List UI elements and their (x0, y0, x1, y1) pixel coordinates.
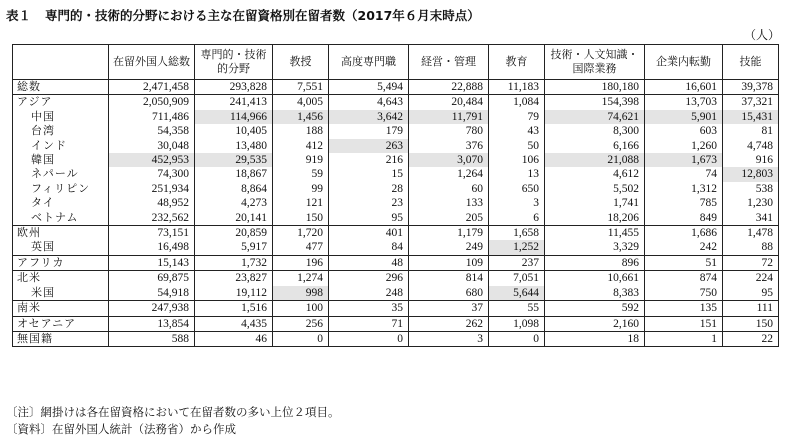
column-header: 経営・管理 (409, 45, 489, 80)
table-cell: 23 (329, 196, 409, 210)
row-label: 欧州 (13, 226, 109, 241)
table-cell: 1,732 (195, 255, 273, 270)
table-cell: 588 (109, 331, 195, 346)
table-cell: 13 (489, 167, 545, 181)
table-cell: 18,867 (195, 167, 273, 181)
table-cell: 1,260 (645, 139, 723, 153)
table-cell: 5,901 (645, 110, 723, 124)
table-cell: 2,050,909 (109, 95, 195, 110)
table-cell: 376 (409, 139, 489, 153)
table-cell: 2,471,458 (109, 80, 195, 95)
table-cell: 74,621 (545, 110, 645, 124)
table-cell: 1,686 (645, 226, 723, 241)
table-cell: 8,864 (195, 182, 273, 196)
table-cell: 12,803 (723, 167, 779, 181)
table-row (13, 182, 779, 196)
table-cell: 711,486 (109, 110, 195, 124)
table-cell: 18,206 (545, 211, 645, 226)
table-cell: 72 (723, 255, 779, 270)
table-cell: 412 (273, 139, 329, 153)
table-cell: 18 (545, 331, 645, 346)
row-label: ベトナム (13, 211, 109, 226)
table-cell: 150 (273, 211, 329, 226)
table-cell: 95 (723, 286, 779, 301)
table-cell: 3,329 (545, 240, 645, 255)
table-cell: 224 (723, 271, 779, 286)
table-cell: 3 (409, 331, 489, 346)
table-cell: 874 (645, 271, 723, 286)
header-region (13, 45, 109, 80)
table-cell: 7,051 (489, 271, 545, 286)
table-cell: 814 (409, 271, 489, 286)
table-row (13, 211, 779, 226)
table-row (13, 316, 779, 331)
table-cell: 19,112 (195, 286, 273, 301)
table-cell: 20,484 (409, 95, 489, 110)
table-cell: 20,859 (195, 226, 273, 241)
table-row (13, 110, 779, 124)
table-cell: 5,502 (545, 182, 645, 196)
table-cell: 59 (273, 167, 329, 181)
table-cell: 135 (645, 301, 723, 316)
table-row (13, 80, 779, 95)
table-cell: 37 (409, 301, 489, 316)
table-cell: 79 (489, 110, 545, 124)
table-cell: 179 (329, 124, 409, 138)
table-row (13, 255, 779, 270)
table-cell: 154,398 (545, 95, 645, 110)
table-cell: 111 (723, 301, 779, 316)
table-cell: 16,498 (109, 240, 195, 255)
table-cell: 74 (645, 167, 723, 181)
table-cell: 919 (273, 153, 329, 167)
table-cell: 998 (273, 286, 329, 301)
table-cell: 81 (723, 124, 779, 138)
table-cell: 592 (545, 301, 645, 316)
table-cell: 401 (329, 226, 409, 241)
table-cell: 6,166 (545, 139, 645, 153)
table-cell: 1,084 (489, 95, 545, 110)
row-label: オセアニア (13, 316, 109, 331)
row-label: アジア (13, 95, 109, 110)
table-cell: 538 (723, 182, 779, 196)
table-cell: 680 (409, 286, 489, 301)
table-cell: 151 (645, 316, 723, 331)
table-cell: 5,494 (329, 80, 409, 95)
table-cell: 30,048 (109, 139, 195, 153)
table-cell: 241,413 (195, 95, 273, 110)
column-header: 教授 (273, 45, 329, 80)
column-header: 企業内転勤 (645, 45, 723, 80)
table-cell: 1,098 (489, 316, 545, 331)
column-header: 技術・人文知識・国際業務 (545, 45, 645, 80)
table-cell: 4,005 (273, 95, 329, 110)
column-header: 教育 (489, 45, 545, 80)
table-cell: 3,642 (329, 110, 409, 124)
table-cell: 23,827 (195, 271, 273, 286)
table-cell: 15,143 (109, 255, 195, 270)
table-cell: 603 (645, 124, 723, 138)
row-label: 無国籍 (13, 331, 109, 346)
table-cell: 71 (329, 316, 409, 331)
table-row (13, 240, 779, 255)
table-cell: 1,264 (409, 167, 489, 181)
table-cell: 251,934 (109, 182, 195, 196)
table-cell: 249 (409, 240, 489, 255)
table-cell: 4,643 (329, 95, 409, 110)
table-cell: 13,854 (109, 316, 195, 331)
table-cell: 1 (645, 331, 723, 346)
table-row (13, 139, 779, 153)
table-row (13, 286, 779, 301)
table-cell: 48,952 (109, 196, 195, 210)
table-row (13, 153, 779, 167)
row-label: 英国 (13, 240, 109, 255)
table-cell: 1,720 (273, 226, 329, 241)
table-cell: 10,405 (195, 124, 273, 138)
table-cell: 0 (329, 331, 409, 346)
note-shading: 〔注〕網掛けは各在留資格において在留者数の多い上位２項目。 (6, 405, 340, 419)
table-row (13, 226, 779, 241)
row-label: タイ (13, 196, 109, 210)
table-cell: 256 (273, 316, 329, 331)
table-cell: 95 (329, 211, 409, 226)
table-cell: 46 (195, 331, 273, 346)
footnotes (6, 404, 340, 438)
row-label: 米国 (13, 286, 109, 301)
table-cell: 84 (329, 240, 409, 255)
table-cell: 55 (489, 301, 545, 316)
table-cell: 54,918 (109, 286, 195, 301)
table-cell: 232,562 (109, 211, 195, 226)
table-cell: 1,179 (409, 226, 489, 241)
table-cell: 22,888 (409, 80, 489, 95)
table-cell: 99 (273, 182, 329, 196)
table-cell: 51 (645, 255, 723, 270)
table-cell: 15,431 (723, 110, 779, 124)
table-cell: 60 (409, 182, 489, 196)
table-cell: 242 (645, 240, 723, 255)
table-cell: 0 (273, 331, 329, 346)
table-cell: 28 (329, 182, 409, 196)
column-header: 在留外国人総数 (109, 45, 195, 80)
table-cell: 22 (723, 331, 779, 346)
table-cell: 650 (489, 182, 545, 196)
table-cell: 4,435 (195, 316, 273, 331)
table-cell: 133 (409, 196, 489, 210)
table-cell: 237 (489, 255, 545, 270)
table-number: 表１ (6, 8, 32, 23)
table-cell: 106 (489, 153, 545, 167)
table-cell: 74,300 (109, 167, 195, 181)
table-cell: 48 (329, 255, 409, 270)
table-cell: 69,875 (109, 271, 195, 286)
table-cell: 13,480 (195, 139, 273, 153)
table-cell: 180,180 (545, 80, 645, 95)
table-cell: 1,312 (645, 182, 723, 196)
table-cell: 196 (273, 255, 329, 270)
table-cell: 29,535 (195, 153, 273, 167)
table-cell: 37,321 (723, 95, 779, 110)
table-cell: 452,953 (109, 153, 195, 167)
table-cell: 7,551 (273, 80, 329, 95)
table-cell: 43 (489, 124, 545, 138)
column-header: 高度専門職 (329, 45, 409, 80)
row-label: 韓国 (13, 153, 109, 167)
table-cell: 3,070 (409, 153, 489, 167)
table-row (13, 95, 779, 110)
column-header: 技能 (723, 45, 779, 80)
table-cell: 3 (489, 196, 545, 210)
table-cell: 1,741 (545, 196, 645, 210)
table-cell: 0 (489, 331, 545, 346)
row-label: 中国 (13, 110, 109, 124)
table-cell: 341 (723, 211, 779, 226)
unit-label: （人） (743, 28, 780, 42)
row-label: 北米 (13, 271, 109, 286)
table-cell: 750 (645, 286, 723, 301)
row-label: フィリピン (13, 182, 109, 196)
table-cell: 1,274 (273, 271, 329, 286)
table-row (13, 167, 779, 181)
table-cell: 10,661 (545, 271, 645, 286)
table-row (13, 124, 779, 138)
table-cell: 16,601 (645, 80, 723, 95)
table-cell: 1,478 (723, 226, 779, 241)
row-label: インド (13, 139, 109, 153)
table-cell: 1,673 (645, 153, 723, 167)
table-title (6, 6, 480, 24)
table-cell: 2,160 (545, 316, 645, 331)
table-cell: 8,300 (545, 124, 645, 138)
row-label: 台湾 (13, 124, 109, 138)
table-cell: 5,917 (195, 240, 273, 255)
table-cell: 6 (489, 211, 545, 226)
table-cell: 262 (409, 316, 489, 331)
table-cell: 896 (545, 255, 645, 270)
table-cell: 785 (645, 196, 723, 210)
table-row (13, 196, 779, 210)
row-label: ネパール (13, 167, 109, 181)
table-cell: 477 (273, 240, 329, 255)
table-cell: 39,378 (723, 80, 779, 95)
table-cell: 5,644 (489, 286, 545, 301)
residents-table (12, 44, 779, 347)
table-cell: 50 (489, 139, 545, 153)
table-cell: 1,252 (489, 240, 545, 255)
table-cell: 296 (329, 271, 409, 286)
table-cell: 216 (329, 153, 409, 167)
table-cell: 11,791 (409, 110, 489, 124)
table-cell: 121 (273, 196, 329, 210)
table-row (13, 331, 779, 346)
row-label: アフリカ (13, 255, 109, 270)
table-row (13, 271, 779, 286)
table-cell: 849 (645, 211, 723, 226)
column-header: 専門的・技術的分野 (195, 45, 273, 80)
table-cell: 1,658 (489, 226, 545, 241)
table-cell: 54,358 (109, 124, 195, 138)
table-caption: 専門的・技術的分野における主な在留資格別在留者数（2017年６月末時点） (45, 8, 480, 23)
table-cell: 4,273 (195, 196, 273, 210)
table-cell: 11,183 (489, 80, 545, 95)
table-cell: 1,516 (195, 301, 273, 316)
table-cell: 109 (409, 255, 489, 270)
table-cell: 247,938 (109, 301, 195, 316)
row-label: 総数 (13, 80, 109, 95)
table-cell: 13,703 (645, 95, 723, 110)
table-cell: 8,383 (545, 286, 645, 301)
header-row (13, 45, 779, 80)
table-cell: 293,828 (195, 80, 273, 95)
table-cell: 73,151 (109, 226, 195, 241)
table-cell: 916 (723, 153, 779, 167)
table-cell: 150 (723, 316, 779, 331)
table-cell: 263 (329, 139, 409, 153)
table-cell: 114,966 (195, 110, 273, 124)
table-cell: 780 (409, 124, 489, 138)
table-cell: 248 (329, 286, 409, 301)
row-label: 南米 (13, 301, 109, 316)
table-cell: 11,455 (545, 226, 645, 241)
table-cell: 4,748 (723, 139, 779, 153)
table-cell: 15 (329, 167, 409, 181)
table-cell: 100 (273, 301, 329, 316)
table-cell: 1,456 (273, 110, 329, 124)
table-cell: 188 (273, 124, 329, 138)
table-cell: 4,612 (545, 167, 645, 181)
table-cell: 1,230 (723, 196, 779, 210)
table-cell: 88 (723, 240, 779, 255)
table-cell: 21,088 (545, 153, 645, 167)
table-cell: 20,141 (195, 211, 273, 226)
note-source: 〔資料〕在留外国人統計（法務省）から作成 (6, 422, 236, 436)
table-cell: 35 (329, 301, 409, 316)
table-row (13, 301, 779, 316)
table-cell: 205 (409, 211, 489, 226)
